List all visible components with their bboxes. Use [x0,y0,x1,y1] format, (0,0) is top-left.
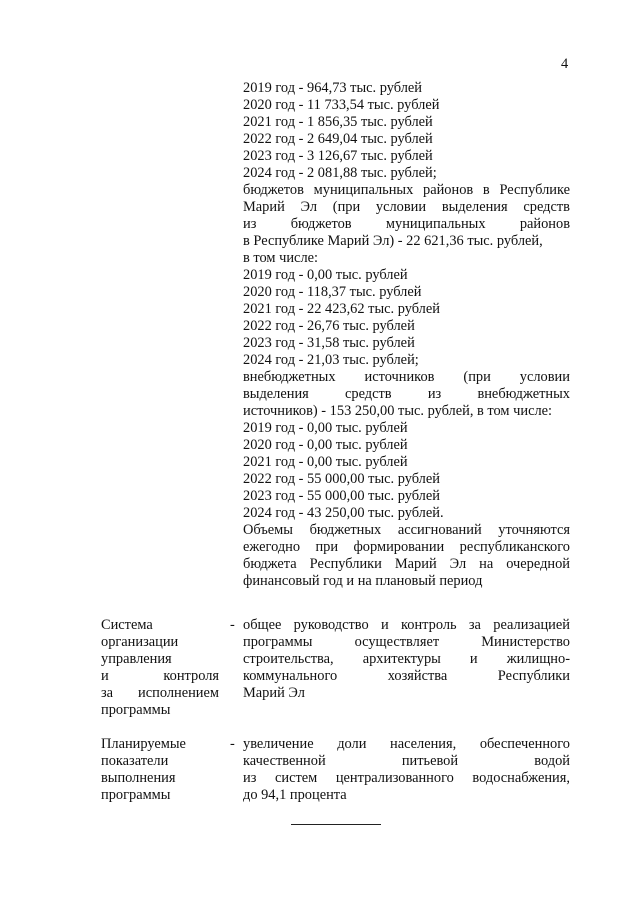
word: строительства, [243,651,334,667]
extrabudget-intro [243,369,570,403]
text-line: 2020 год - 11 733,54 тыс. рублей [243,97,440,113]
municipal-incl: в том числе: [243,250,319,266]
word: районов [423,182,474,198]
word: выделения [441,199,508,215]
word: руководство [293,617,369,633]
municipal-total: в Республике Марий Эл) - 22 621,36 тыс. рублей, [243,233,543,249]
justified-line [243,770,570,787]
word: Эл [449,556,467,572]
word: архитектуры [362,651,441,667]
extrabudget-years [243,420,570,522]
municipal-intro [243,182,570,233]
word: Планируемые [101,736,186,752]
word: муниципальных [313,182,414,198]
word: систем [274,770,318,786]
word: программы [101,702,171,718]
word: при [315,539,339,555]
word: бюджетных [309,522,382,538]
word: в [482,182,490,198]
word: контроль [401,617,457,633]
text-line: 2020 год - 118,37 тыс. рублей [243,284,422,300]
justified-line [101,787,219,804]
justified-line [243,736,570,753]
budget-note [243,522,570,573]
word: управления [101,651,172,667]
budget-note-last: финансовый год и на плановый период [243,573,483,589]
justified-line [243,386,570,403]
word: источников [364,369,435,385]
word: районов [519,216,570,232]
justified-line [101,668,219,685]
text-line: 2024 год - 21,03 тыс. рублей; [243,352,419,368]
word: за [101,685,114,701]
word: реализацией [493,617,570,633]
indicators-lines [243,736,570,787]
word: Министерство [481,634,570,650]
word: выделения [243,386,309,402]
justified-line [101,617,219,634]
justified-line [101,736,219,753]
extrabudget-total: источников) - 153 250,00 тыс. рублей, в том числе: [243,403,553,419]
word: средств [523,199,570,215]
word: Марий [394,556,437,572]
justified-line [243,216,570,233]
word: ежегодно [243,539,301,555]
word: увеличение [243,736,314,752]
word: республиканского [459,539,570,555]
municipal-years [243,267,570,369]
text-line: 2024 год - 2 081,88 тыс. рублей; [243,165,437,181]
text-line: 2019 год - 0,00 тыс. рублей [243,267,408,283]
word: исполнением [138,685,219,701]
justified-line [243,522,570,539]
justified-line [243,199,570,216]
word: муниципальных [385,216,486,232]
word: внебюджетных [477,386,570,402]
justified-line [243,651,570,668]
word: обеспеченного [479,736,570,752]
word: Объемы [243,522,293,538]
word: Марий [243,199,285,215]
word: Эл [300,199,318,215]
indicators-dash: - [230,736,235,752]
word: условии [519,369,570,385]
word: хозяйства [387,668,448,684]
word: питьевой [401,753,459,769]
word: коммунального [243,668,338,684]
word: средств [345,386,392,402]
word: населения, [390,736,457,752]
word: бюджетов [243,182,304,198]
word: бюджета [243,556,297,572]
closing-divider [291,824,381,825]
word: осуществляет [354,634,440,650]
word: качественной [243,753,326,769]
word: организации [101,634,179,650]
word: водоснабжения, [472,770,570,786]
justified-line [101,634,219,651]
word: показатели [101,753,169,769]
word: контроля [163,668,219,684]
justified-line [101,702,219,719]
text-line: 2023 год - 55 000,00 тыс. рублей [243,488,440,504]
indicators-label [101,736,219,804]
funding-section [243,80,570,590]
word: и [381,617,389,633]
word: общее [243,617,282,633]
word: Республики [309,556,382,572]
justified-line [101,770,219,787]
word: уточняются [498,522,570,538]
word: доли [337,736,367,752]
text-line: 2024 год - 43 250,00 тыс. рублей. [243,505,444,521]
justified-line [243,668,570,685]
word: программы [243,634,313,650]
justified-line [101,651,219,668]
text-line: 2019 год - 964,73 тыс. рублей [243,80,422,96]
word: очередной [506,556,570,572]
word: централизованного [335,770,454,786]
word: Республике [499,182,570,198]
justified-line [243,617,570,634]
word: за [468,617,481,633]
text-line: 2023 год - 3 126,67 тыс. рублей [243,148,433,164]
management-dash: - [230,617,235,633]
text-line: 2022 год - 55 000,00 тыс. рублей [243,471,440,487]
word: (при [463,369,491,385]
text-line: 2021 год - 1 856,35 тыс. рублей [243,114,433,130]
management-last: Марий Эл [243,685,305,701]
indicators-last: до 94,1 процента [243,787,347,803]
word: (при [332,199,361,215]
indicators-text [243,736,570,804]
word: программы [101,787,171,803]
word: из [243,770,257,786]
word: жилищно- [506,651,570,667]
word: формировании [353,539,445,555]
word: водой [534,753,570,769]
justified-line [101,753,219,770]
text-line: 2022 год - 2 649,04 тыс. рублей [243,131,433,147]
word: и [101,668,109,684]
justified-line [243,753,570,770]
word: бюджетов [290,216,352,232]
text-line: 2020 год - 0,00 тыс. рублей [243,437,408,453]
word: и [469,651,478,667]
word: выполнения [101,770,176,786]
word: внебюджетных [243,369,336,385]
word: на [479,556,494,572]
word: из [243,216,257,232]
page-number: 4 [561,56,569,72]
text-line: 2022 год - 26,76 тыс. рублей [243,318,415,334]
justified-line [243,556,570,573]
management-text [243,617,570,702]
justified-line [243,369,570,386]
management-lines [243,617,570,685]
justified-line [243,634,570,651]
republic-years [243,80,570,182]
word: Система [101,617,153,633]
text-line: 2023 год - 31,58 тыс. рублей [243,335,415,351]
management-label [101,617,219,719]
justified-line [243,182,570,199]
word: из [427,386,442,402]
justified-line [243,539,570,556]
text-line: 2019 год - 0,00 тыс. рублей [243,420,408,436]
text-line: 2021 год - 22 423,62 тыс. рублей [243,301,440,317]
text-line: 2021 год - 0,00 тыс. рублей [243,454,408,470]
word: ассигнований [397,522,482,538]
word: Республики [497,668,570,684]
justified-line [101,685,219,702]
word: условии [375,199,427,215]
